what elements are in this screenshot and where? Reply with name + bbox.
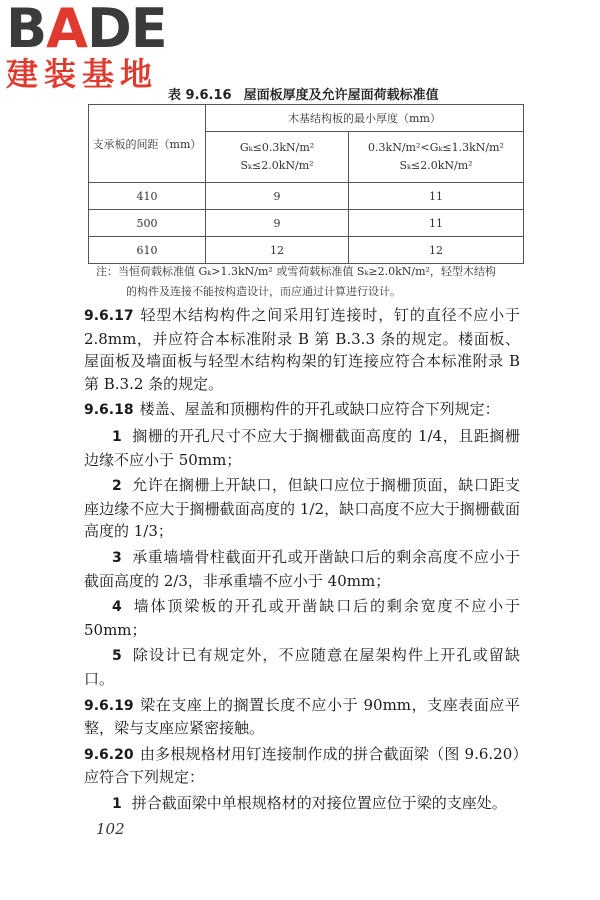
table-header-row bbox=[89, 105, 524, 132]
body-text bbox=[84, 304, 520, 818]
page-number: 102 bbox=[96, 820, 125, 838]
clause-number: 9.6.19 bbox=[84, 697, 134, 714]
clause-number: 9.6.18 bbox=[84, 402, 134, 419]
clause-number: 9.6.17 bbox=[84, 308, 134, 324]
table-title: 屋面板厚度及允许屋面荷载标准值 bbox=[243, 88, 439, 103]
clause-number: 9.6.20 bbox=[84, 746, 134, 763]
table-note bbox=[96, 262, 532, 302]
item-text: 承重墙墙骨柱截面开孔或开凿缺口后的剩余高度不应小于截面高度的 2/3，非承重墙不应小于 40mm； bbox=[84, 547, 520, 590]
list-item bbox=[84, 644, 520, 690]
clause-9-6-19 bbox=[84, 694, 520, 740]
thickness-cell-2: 12 bbox=[349, 237, 524, 264]
clause-text: 轻型木结构构件之间采用钉连接时，钉的直径不应小于 2.8mm，并应符合本标准附录 B 第 B.3.3 条的规定。楼面板、屋面板及墙面板与轻型木结构构架的钉连接应符合本标准附录 B 第 B.3.2 条的规定。 bbox=[84, 306, 520, 393]
spacing-cell: 500 bbox=[89, 210, 206, 237]
logo-wordmark: BADE bbox=[6, 0, 167, 60]
table-number: 表 9.6.16 bbox=[168, 88, 232, 103]
thickness-cell-1: 9 bbox=[206, 183, 349, 210]
thickness-cell-1: 9 bbox=[206, 210, 349, 237]
thickness-cell-2: 11 bbox=[349, 183, 524, 210]
clause-9-6-20 bbox=[84, 743, 520, 789]
table-row bbox=[89, 237, 524, 264]
list-item bbox=[84, 792, 520, 816]
note-line-2: 的构件及连接不能按构造设计，而应通过计算进行设计。 bbox=[126, 285, 401, 298]
col2-header bbox=[349, 132, 524, 183]
col2-condition-g: 0.3kN/m²<Gₖ≤1.3kN/m² bbox=[368, 141, 504, 154]
col1-condition-g: Gₖ≤0.3kN/m² bbox=[239, 141, 315, 154]
table-row bbox=[89, 183, 524, 210]
item-text: 除设计已有规定外，不应随意在屋架构件上开孔或留缺口。 bbox=[84, 646, 520, 688]
item-number: 1 bbox=[112, 795, 122, 812]
list-item bbox=[84, 425, 520, 471]
thickness-cell-2: 11 bbox=[349, 210, 524, 237]
col1-condition-s: Sₖ≤2.0kN/m² bbox=[240, 159, 314, 172]
item-number: 2 bbox=[112, 478, 122, 495]
list-item bbox=[84, 546, 520, 592]
item-text: 允许在搁栅上开缺口，但缺口应位于搁栅顶面，缺口距支座边缘不应大于搁栅截面高度的 1/2，缺口高度不应大于搁栅截面高度的 1/3； bbox=[84, 476, 520, 541]
item-text: 拼合截面梁中单根规格材的对接位置应位于梁的支座处。 bbox=[131, 793, 507, 812]
table-caption bbox=[168, 84, 439, 103]
col1-header bbox=[206, 132, 349, 183]
item-number: 1 bbox=[112, 428, 122, 445]
thickness-cell-1: 12 bbox=[206, 237, 349, 264]
table-row bbox=[89, 210, 524, 237]
spacing-header: 支承板的间距（mm） bbox=[89, 105, 206, 183]
clause-text: 梁在支座上的搁置长度不应小于 90mm，支座表面应平整，梁与支座应紧密接触。 bbox=[84, 695, 520, 738]
clause-text: 楼盖、屋盖和顶棚构件的开孔或缺口应符合下列规定： bbox=[139, 400, 500, 419]
note-line-1: 注：当恒荷载标准值 Gₖ>1.3kN/m² 或雪荷载标准值 Sₖ≥2.0kN/m²，轻型木结构 bbox=[96, 265, 496, 278]
brand-logo bbox=[6, 2, 167, 92]
item-number: 3 bbox=[112, 549, 122, 566]
clause-text: 由多根规格材用钉连接制作成的拼合截面梁（图 9.6.20）应符合下列规定： bbox=[84, 744, 520, 787]
spacing-cell: 610 bbox=[89, 237, 206, 264]
thickness-table bbox=[88, 104, 524, 264]
clause-9-6-17 bbox=[84, 304, 520, 395]
group-header: 木基结构板的最小厚度（mm） bbox=[206, 105, 524, 132]
spacing-cell: 410 bbox=[89, 183, 206, 210]
item-text: 墙体顶梁板的开孔或开凿缺口后的剩余宽度不应小于 50mm； bbox=[84, 597, 520, 639]
item-number: 4 bbox=[112, 599, 122, 616]
col2-condition-s: Sₖ≤2.0kN/m² bbox=[399, 159, 473, 172]
list-item bbox=[84, 595, 520, 641]
list-item bbox=[84, 474, 520, 543]
logo-chinese-name: 建装基地 bbox=[6, 55, 159, 93]
clause-9-6-18 bbox=[84, 398, 520, 422]
item-text: 搁栅的开孔尺寸不应大于搁栅截面高度的 1/4，且距搁栅边缘不应小于 50mm； bbox=[84, 426, 520, 469]
item-number: 5 bbox=[112, 648, 122, 665]
